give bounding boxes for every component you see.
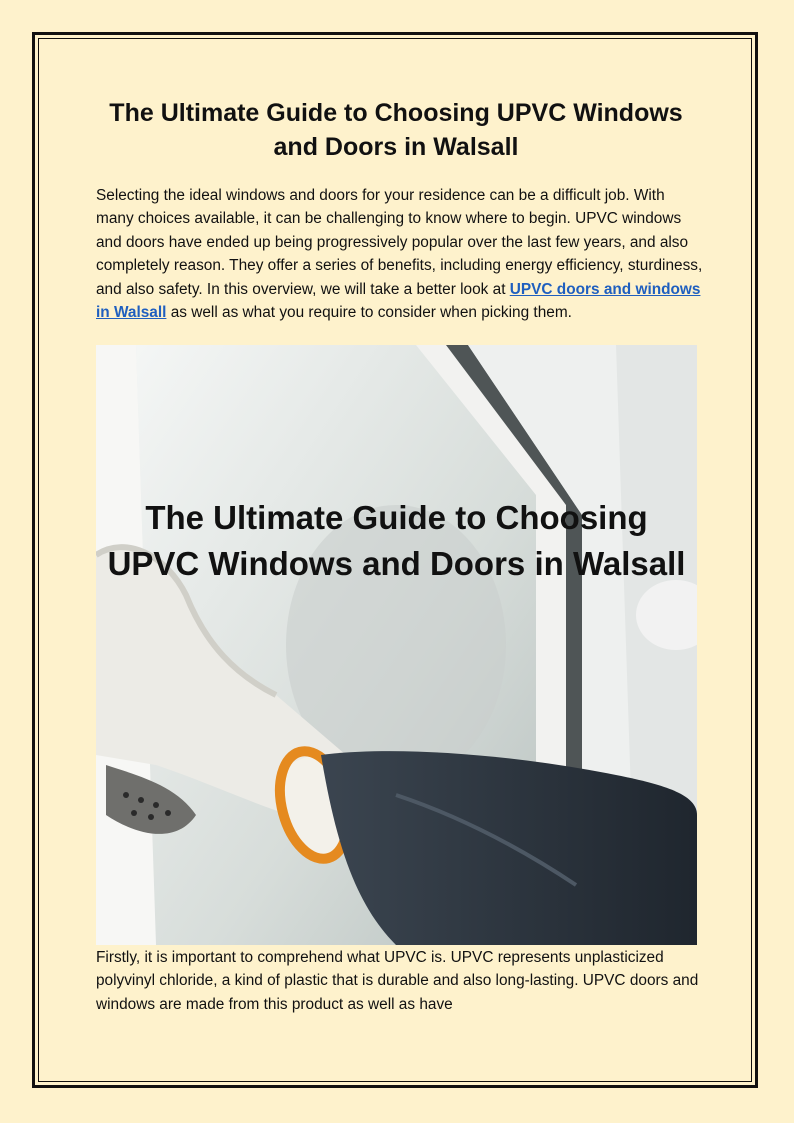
hero-title: The Ultimate Guide to Choosing UPVC Windows and Doors in Walsall	[107, 499, 686, 582]
page-title: The Ultimate Guide to Choosing UPVC Windows and Doors in Walsall	[109, 99, 683, 161]
upvc-walsall-link[interactable]: UPVC doors and windows in Walsall	[96, 280, 701, 322]
window-installation-photo-icon	[96, 345, 697, 945]
intro-text-start: Selecting the ideal windows and doors for your residence can be a difficult job. With many choices available, it can be challenging to know where to begin. UPVC windows and doors have ended up being progressively popular over the last few years, and also completely reason. They offer a series of benefits, including energy efficiency, sturdiness, and also safety. In this overview, we will take a better look at	[96, 187, 703, 298]
intro-paragraph	[96, 184, 704, 324]
hero-image	[96, 345, 697, 945]
second-paragraph: Firstly, it is important to comprehend what UPVC is. UPVC represents unplasticized polyvinyl chloride, a kind of plastic that is durable and also long-lasting. UPVC doors and windows are made from this product as well as have	[96, 949, 699, 1013]
intro-text-end: as well as what you require to consider when picking them.	[166, 304, 572, 322]
